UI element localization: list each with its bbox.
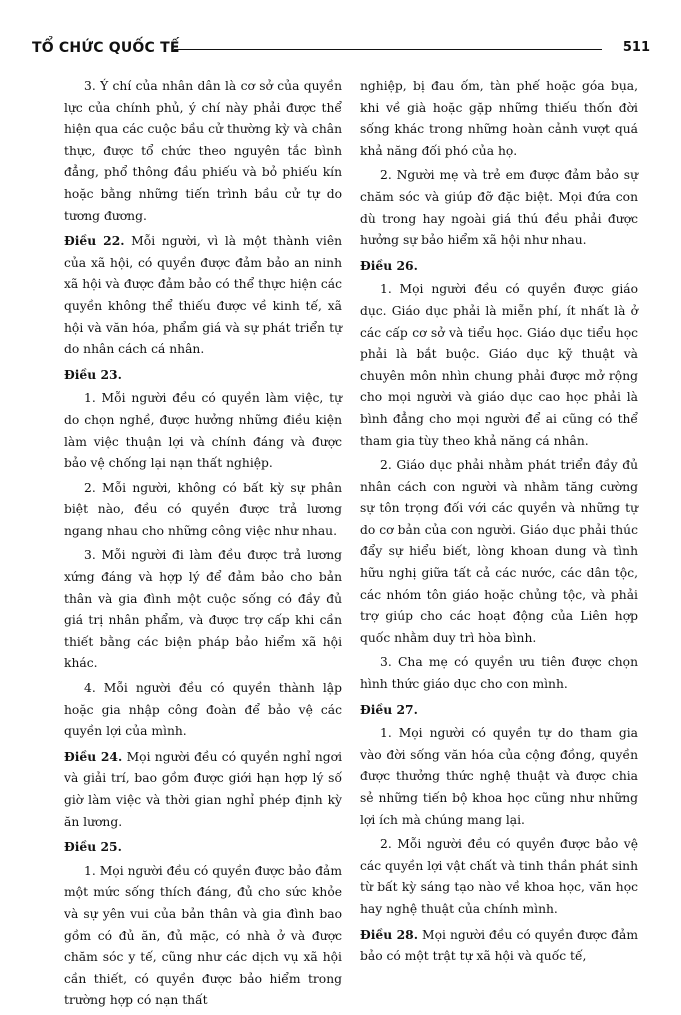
article-text: Mỗi người, vì là một thành viên của xã hội, có quyền được đảm bảo an ninh xã hội và được đảm bảo có thể thực hiện các quyền không thể thiếu được về kinh tế, xã hội và văn hóa, phẩm giá và sự phát triển tự do nhân cách cá nhân. [64, 234, 343, 357]
continued-paragraph: nghiệp, bị đau ốm, tàn phế hoặc góa bụa, khi về già hoặc gặp những thiếu thốn đời sống khác trong những hoàn cảnh vượt quá khả năng đối phó của họ. [360, 79, 638, 158]
clause-paragraph: 2. Mỗi người đều có quyền được bảo vệ các quyền lợi vật chất và tinh thần phát sinh từ bất kỳ sáng tạo nào về khoa học, văn học hay nghệ thuật của chính mình. [360, 837, 638, 916]
clause-paragraph: 1. Mọi người đều có quyền được giáo dục. Giáo dục phải là miễn phí, ít nhất là ở các cấp cơ sở và tiểu học. Giáo dục tiểu học phải là bắt buộc. Giáo dục kỹ thuật và chuyên môn nhìn chung phải được mở rộng cho mọi người và giáo dục cao học phải là bình đẳng cho mọi người để ai cũng có thể tham gia tùy theo khả năng cá nhân. [360, 282, 638, 448]
article-paragraph [64, 746, 342, 833]
header-rule [174, 49, 602, 50]
article-label: Điều 22. [64, 233, 125, 249]
page-header [32, 40, 650, 62]
page-number: 511 [622, 40, 650, 55]
clause-paragraph: 1. Mọi người đều có quyền được bảo đảm một mức sống thích đáng, đủ cho sức khỏe và sự yên vui của bản thân và gia đình bao gồm có đủ ăn, đủ mặc, có nhà ở và được chăm sóc y tế, cũng như các dịch vụ xã hội cần thiết, có quyền được bảo hiểm trong trường hợp có nạn thất [64, 863, 342, 1008]
left-column [64, 76, 342, 1015]
article-label: Điều 24. [64, 748, 123, 764]
article-text: Mọi người đều có quyền được đảm bảo có một trật tự xã hội và quốc tế, [360, 927, 638, 964]
article-paragraph [64, 230, 342, 361]
clause-paragraph: 3. Mỗi người đi làm đều được trả lương xứng đáng và hợp lý để đảm bảo cho bản thân và gia đình một cuộc sống có đầy đủ giá trị nhân phẩm, và được trợ cấp khi cần thiết bằng các biện pháp bảo hiểm xã hội khác. [64, 548, 342, 671]
article-heading: Điều 27. [360, 701, 418, 717]
article-paragraph [360, 924, 638, 968]
clause-paragraph: 2. Người mẹ và trẻ em được đảm bảo sự chăm sóc và giúp đỡ đặc biệt. Mọi đứa con dù trong hay ngoài giá thú đều phải được hưởng sự bảo hiểm xã hội như nhau. [360, 168, 638, 248]
right-column [360, 76, 638, 971]
clause-paragraph: 2. Mỗi người, không có bất kỳ sự phân biệt nào, đều có quyền được trả lương ngang nhau cho những công việc như nhau. [64, 480, 342, 538]
article-heading: Điều 25. [64, 839, 122, 855]
running-title: TỔ CHỨC QUỐC TẾ [32, 40, 180, 56]
clause-paragraph: 3. Cha mẹ có quyền ưu tiên được chọn hình thức giáo dục cho con mình. [360, 655, 638, 692]
clause-paragraph: 3. Ý chí của nhân dân là cơ sở của quyền lực của chính phủ, ý chí này phải được thể hiện qua các cuộc bầu cử thường kỳ và chân thực, được tổ chức theo nguyên tắc bình đẳng, phổ thông đầu phiếu và bỏ phiếu kín hoặc bằng những tiến trình bầu cử tự do tương đương. [64, 79, 342, 223]
clause-paragraph: 4. Mỗi người đều có quyền thành lập hoặc gia nhập công đoàn để bảo vệ các quyền lợi của mình. [64, 681, 342, 739]
article-heading: Điều 23. [64, 366, 122, 382]
clause-paragraph: 1. Mỗi người đều có quyền làm việc, tự do chọn nghề, được hưởng những điều kiện làm việc thuận lợi và chính đáng và được bảo vệ chống lại nạn thất nghiệp. [64, 391, 342, 471]
article-heading: Điều 26. [360, 257, 418, 273]
article-label: Điều 28. [360, 926, 418, 942]
article-text: Mọi người đều có quyền nghỉ ngơi và giải trí, bao gồm được giới hạn hợp lý số giờ làm việc và thời gian nghỉ phép định kỳ ăn lương. [64, 749, 343, 829]
clause-paragraph: 1. Mọi người có quyền tự do tham gia vào đời sống văn hóa của cộng đồng, quyền được thưởng thức nghệ thuật và được chia sẻ những tiến bộ khoa học cũng như những lợi ích mà chúng mang lại. [360, 726, 638, 827]
clause-paragraph: 2. Giáo dục phải nhằm phát triển đầy đủ nhân cách con người và nhằm tăng cường sự tôn trọng đối với các quyền và những tự do cơ bản của con người. Giáo dục phải thúc đẩy sự hiểu biết, lòng khoan dung và tình hữu nghị giữa tất cả các nước, các dân tộc, các nhóm tôn giáo hoặc chủng tộc, và phải trợ giúp cho các hoạt động của Liên hợp quốc nhằm duy trì hòa bình. [360, 458, 638, 645]
